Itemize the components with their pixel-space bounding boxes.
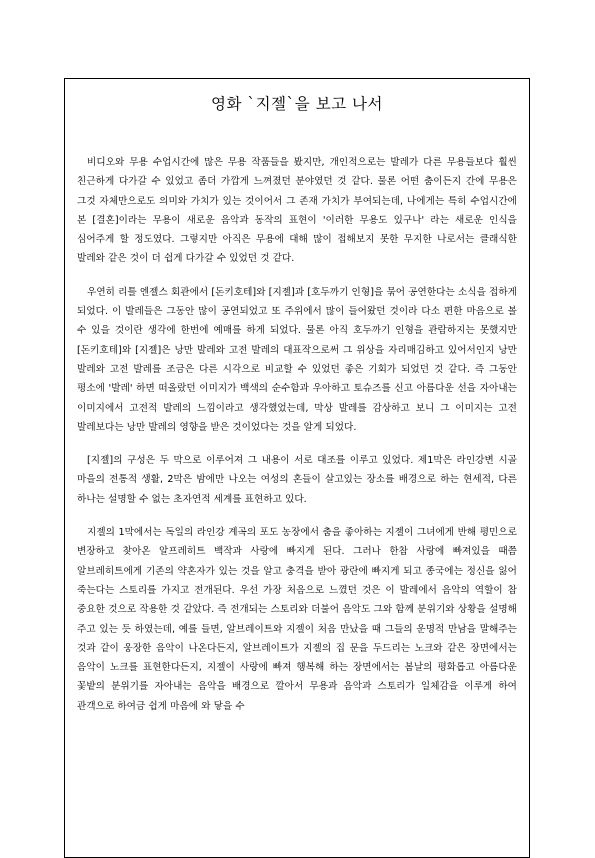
paragraph-3: [지젤]의 구성은 두 막으로 이루어져 그 내용이 서로 대조를 이루고 있었다. 제1막은 라인강변 시골 마을의 전통적 생활, 2막은 밤에만 나오는 여성의 혼들이 살고있는 장소를 배경으로 하는 현세적, 다른 하나는 설명할 수 없는 초자연적 세계를 표현하고 있다. <box>77 455 517 505</box>
document-title: 영화 `지젤`을 보고 나서 <box>210 95 384 113</box>
document-body <box>77 153 517 730</box>
paragraph-1: 비디오와 무용 수업시간에 많은 무용 작품들을 봤지만, 개인적으로는 발레가 다른 무용들보다 훨씬 친근하게 다가갈 수 있었고 좀더 가깝게 느껴졌던 분야였던 것 같다. 물론 어떤 춤이든지 간에 무용은 그것 자체만으로도 의미와 가치가 있는 것이어서 그 존재 가치가 부여되는데, 나에게는 특히 수업시간에 본 [결혼]이라는 무용이 새로운 음악과 동작의 표현이 '이러한 무용도 있구나' 라는 새로운 인식을 심어주게 할 정도였다. 그렇지만 아직은 무용에 대해 많이 접해보지 못한 무지한 나로서는 클래식한 발레와 같은 것이 더 쉽게 다가갈 수 있었던 것 같다. <box>77 157 517 265</box>
document-border-box <box>64 78 530 858</box>
paragraph-2: 우연히 리틀 엔젤스 회관에서 [돈키호테]와 [지젤]과 [호두까기 인형]을 묶어 공연한다는 소식을 접하게 되었다. 이 발레들은 그동안 많이 공연되었고 또 주위에서 많이 들어왔던 것이라 다소 편한 마음으로 볼 수 있을 것이란 생각에 한번에 예매를 하게 되었다. 물론 아직 호두까기 인형을 관람하지는 못했지만 [돈키호테]와 [지젤]은 낭만 발레와 고전 발레의 대표작으로써 그 위상을 자리매김하고 있어서인지 낭만 발레와 고전 발레를 조금은 다른 시각으로 비교할 수 있었던 좋은 기회가 되었던 것 같다. 즉 그동안 평소에 '발레' 하면 떠올랐던 이미지가 백색의 순수함과 우아하고 토슈즈를 신고 아름다운 선을 자아내는 이미지에서 고전적 발레의 느낌이라고 생각했었는데, 막상 발레를 감상하고 보니 그 이미지는 고전 발레보다는 낭만 발레의 영향을 받은 것이었다는 것을 알게 되었다. <box>77 286 517 433</box>
paragraph-4: 지젤의 1막에서는 독일의 라인강 계곡의 포도 농장에서 춤을 좋아하는 지젤이 그녀에게 반해 평민으로 변장하고 찾아온 알프레히트 백작과 사랑에 빠지게 된다. 그러나 한참 사랑에 빠져있을 때쯤 알브레히트에게 기존의 약혼자가 있는 것을 알고 충격을 받아 광란에 빠지게 되고 종국에는 정신을 잃어 죽는다는 스토리를 가지고 전개된다. 우선 가장 처음으로 느꼈던 것은 이 발레에서 음악의 역할이 참 중요한 것으로 작용한 것 같았다. 즉 전개되는 스토리와 더불어 음악도 그와 함께 분위기와 상황을 설명해 주고 있는 듯 하였는데, 예를 들면, 알브레이트와 지젤이 처음 만났을 때 그들의 운명적 만남을 말해주는 것과 같이 웅장한 음악이 나온다든지, 알브레이트가 지젤의 집 문을 두드리는 노크와 같은 장면에서는 음악이 노크를 표현한다든지, 지젤이 사랑에 빠져 행복해 하는 장면에서는 봄날의 평화롭고 아름다운 꽃밭의 분위기를 자아내는 음악을 배경으로 깔아서 무용과 음악과 스토리가 일체감을 이루게 하여 관객으로 하여금 쉽게 마음에 와 닿을 수 <box>77 527 517 712</box>
